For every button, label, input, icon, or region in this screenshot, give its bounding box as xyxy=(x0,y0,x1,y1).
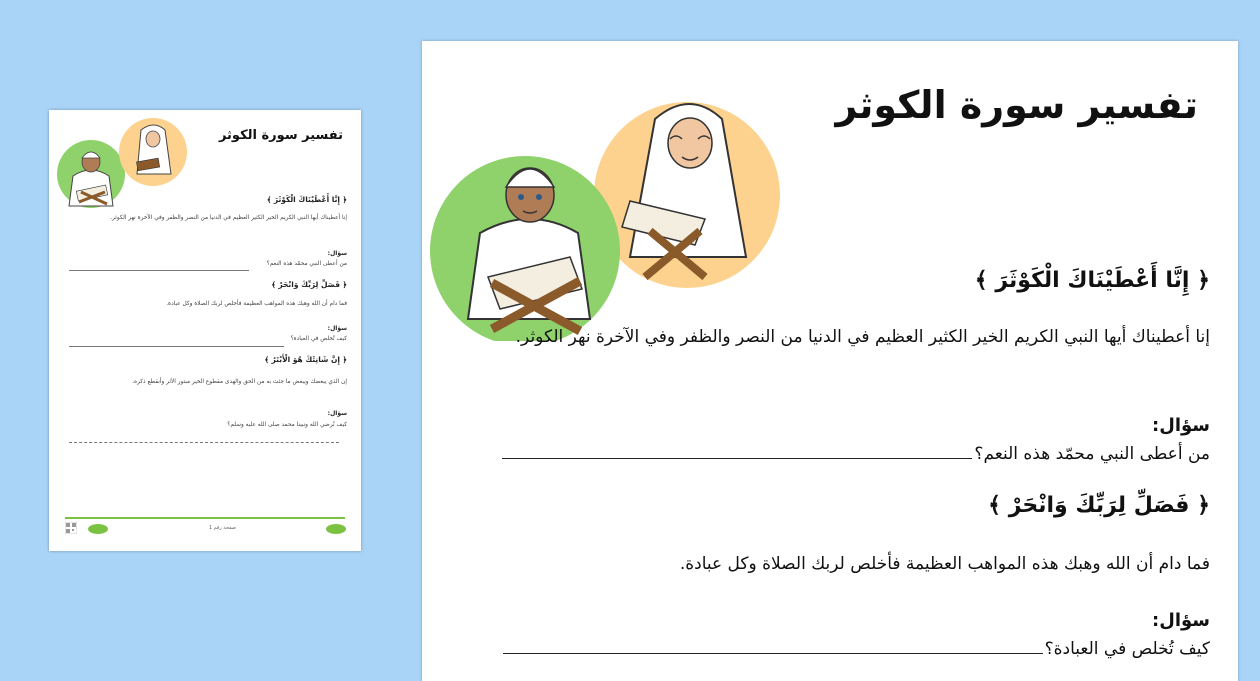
question-1-label: سؤال: xyxy=(1152,415,1210,436)
thumbnail-answer-line-1 xyxy=(69,270,249,271)
thumbnail-question-1: من أعطى النبي محمّد هذه النعم؟ xyxy=(266,261,347,267)
answer-line-1[interactable] xyxy=(502,446,972,459)
thumbnail-footer xyxy=(49,513,361,545)
illustrations xyxy=(430,81,790,341)
thumbnail-section-1-text: إنا أعطيناك أيها النبي الكريم الخير الكثير العظيم في الدنيا من النصر والظفر وفي الآخرة نهر الكوثر. xyxy=(110,215,347,221)
thumbnail-question-2-label: سؤال: xyxy=(327,325,347,332)
girl-figure xyxy=(136,125,171,174)
thumbnail-illustrations xyxy=(51,114,191,214)
worksheet-page xyxy=(422,41,1238,681)
thumbnail-question-2: كيف تُخلص في العبادة؟ xyxy=(290,336,347,342)
thumbnail-title: تفسير سورة الكوثر xyxy=(218,128,343,143)
footer-page-label: صفحة رقم 1 xyxy=(208,525,236,531)
question-1-row xyxy=(502,444,1210,464)
question-2-text: كيف تُخلص في العبادة؟ xyxy=(1044,639,1210,659)
question-2-row xyxy=(503,639,1210,659)
thumbnail-question-1-label: سؤال: xyxy=(327,250,347,257)
page-title: تفسير سورة الكوثر xyxy=(835,83,1198,127)
thumbnail-section-3-heading: ﴿ إِنَّ شَانِئَكَ هُوَ الْأَبْتَرُ ﴾ xyxy=(264,355,347,364)
question-1-text: من أعطى النبي محمّد هذه النعم؟ xyxy=(974,444,1210,464)
logo-icon xyxy=(325,523,347,535)
footer-rule xyxy=(65,517,345,519)
thumbnail-answer-line-2 xyxy=(69,346,284,347)
thumbnail-section-3-text: إن الذي يبغضك ويبغض ما جئت به من الحق والهدى مقطوع الخير مبتور الأثر وأنقطع ذكره. xyxy=(132,379,347,385)
thumbnail-section-1-heading: ﴿ إِنَّا أَعْطَيْنَاكَ الْكَوْثَرَ ﴾ xyxy=(266,195,347,204)
logo-icon xyxy=(87,523,109,535)
thumbnail-section-2-text: فما دام أن الله وهبك هذه المواهب العظيمة فأخلص لربك الصلاة وكل عبادة. xyxy=(166,301,347,307)
worksheet-thumbnail[interactable] xyxy=(49,110,361,551)
section-1-heading: ﴿ إِنَّا أَعْطَيْنَاكَ الْكَوْثَرَ ﴾ xyxy=(974,268,1210,293)
answer-line-2[interactable] xyxy=(503,641,1043,654)
thumbnail-answer-line-3 xyxy=(69,442,339,443)
thumbnail-question-3-label: سؤال: xyxy=(327,410,347,417)
section-2-heading: ﴿ فَصَلِّ لِرَبِّكَ وَانْحَرْ ﴾ xyxy=(988,493,1210,518)
qr-code-icon xyxy=(65,522,77,534)
section-1-paragraph: إنا أعطيناك أيها النبي الكريم الخير الكثير العظيم في الدنيا من النصر والظفر وفي الآخرة نهر الكوثر. xyxy=(515,327,1210,347)
thumbnail-question-3: كيف نُرضي الله ونبينا محمد صلى الله عليه وسلم؟ xyxy=(227,422,347,428)
question-2-label: سؤال: xyxy=(1152,610,1210,631)
section-2-paragraph: فما دام أن الله وهبك هذه المواهب العظيمة فأخلص لربك الصلاة وكل عبادة. xyxy=(679,554,1210,574)
thumbnail-section-2-heading: ﴿ فَصَلِّ لِرَبِّكَ وَانْحَرْ ﴾ xyxy=(271,280,347,289)
